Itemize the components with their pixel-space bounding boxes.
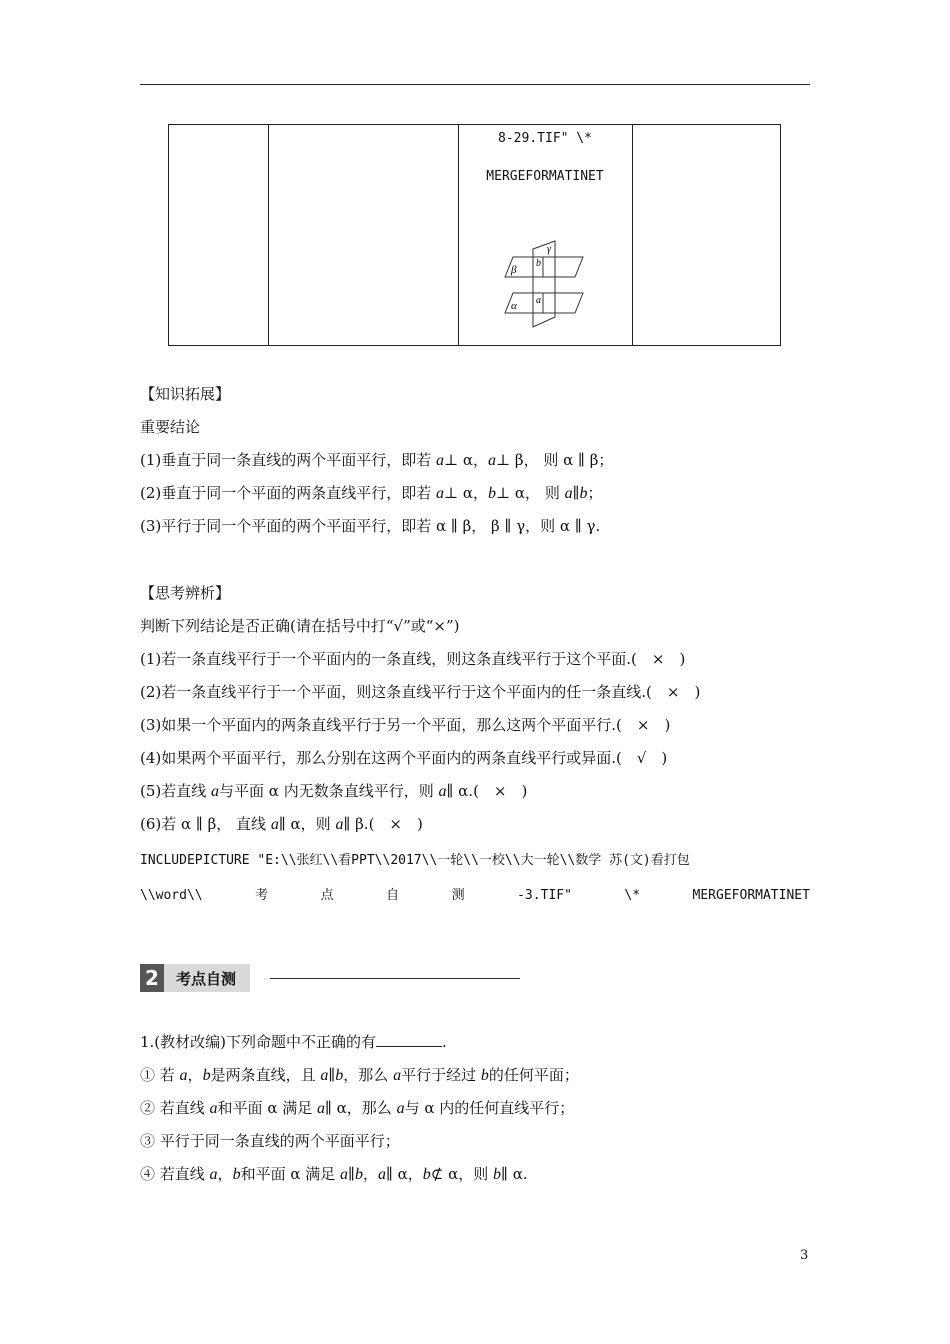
judgement-item-6: (6)若 α ∥ β， 直线 a∥ α，则 a∥ β.( × ) xyxy=(140,815,423,833)
label-beta: β xyxy=(511,264,517,276)
judgement-item-2: (2)若一条直线平行于一个平面，则这条直线平行于这个平面内的任一条直线.( × ) xyxy=(140,683,701,701)
label-alpha: α xyxy=(511,300,517,312)
knowledge-item-1: (1)垂直于同一条直线的两个平面平行，即若 a⊥ α，a⊥ β， 则 α ∥ β； xyxy=(140,451,614,469)
include-picture-line: INCLUDEPICTURE "E:\\张红\\看PPT\\2017\\一轮\\一校\\大一轮\\数学 苏(文)看打包 xyxy=(140,853,690,868)
judgement-item-1: (1)若一条直线平行于一个平面内的一条直线，则这条直线平行于这个平面.( × ) xyxy=(140,650,686,668)
knowledge-heading: 【知识拓展】 xyxy=(140,385,231,403)
answer-blank xyxy=(376,1032,442,1047)
header-rule xyxy=(140,84,810,85)
table-divider xyxy=(632,125,633,345)
option-2: ② 若直线 a和平面 α 满足 a∥ α，那么 a与 α 内的任何直线平行； xyxy=(140,1099,575,1117)
knowledge-subheading: 重要结论 xyxy=(140,418,201,436)
knowledge-item-3: (3)平行于同一个平面的两个平面平行，即若 α ∥ β， β ∥ γ，则 α ∥ γ. xyxy=(140,517,601,535)
plane-gamma xyxy=(533,241,555,327)
plane-beta xyxy=(505,257,583,277)
section-header xyxy=(140,964,250,992)
judgement-item-5: (5)若直线 a与平面 α 内无数条直线平行，则 a∥ α.( × ) xyxy=(140,782,528,800)
table-fragment xyxy=(168,124,781,346)
cell-field-code-line1: 8-29.TIF" \* xyxy=(498,131,592,146)
option-3: ③ 平行于同一条直线的两个平面平行； xyxy=(140,1132,400,1150)
label-b: b xyxy=(536,258,541,269)
judgement-item-3: (3)如果一个平面内的两条直线平行于另一个平面，那么这两个平面平行.( × ) xyxy=(140,716,671,734)
include-picture-line-2: \\word\\ 考 点 自 测 -3.TIF" \* MERGEFORMATINET xyxy=(140,888,810,903)
parallel-planes-figure xyxy=(503,235,589,333)
cell-field-code-line2: MERGEFORMATINET xyxy=(486,169,604,184)
label-a: a xyxy=(536,295,541,306)
section-number: 2 xyxy=(140,964,164,992)
page-number: 3 xyxy=(800,1248,809,1263)
section-rule xyxy=(270,978,520,979)
thinking-heading: 【思考辨析】 xyxy=(140,584,231,602)
thinking-instruction: 判断下列结论是否正确(请在括号中打“√”或“×”) xyxy=(140,617,460,635)
option-4: ④ 若直线 a，b和平面 α 满足 a∥b，a∥ α，b⊄ α，则 b∥ α. xyxy=(140,1165,528,1183)
table-divider xyxy=(458,125,459,345)
question-1: 1.(教材改编)下列命题中不正确的有 . xyxy=(140,1033,447,1051)
knowledge-item-2: (2)垂直于同一个平面的两条直线平行，即若 a⊥ α，b⊥ α， 则 a∥b； xyxy=(140,484,603,502)
section-title: 考点自测 xyxy=(164,964,250,992)
table-divider xyxy=(268,125,269,345)
judgement-item-4: (4)如果两个平面平行，那么分别在这两个平面内的两条直线平行或异面.( √ ) xyxy=(140,749,668,767)
option-1: ① 若 a，b是两条直线，且 a∥b，那么 a平行于经过 b的任何平面； xyxy=(140,1066,579,1084)
label-gamma: γ xyxy=(547,244,551,255)
